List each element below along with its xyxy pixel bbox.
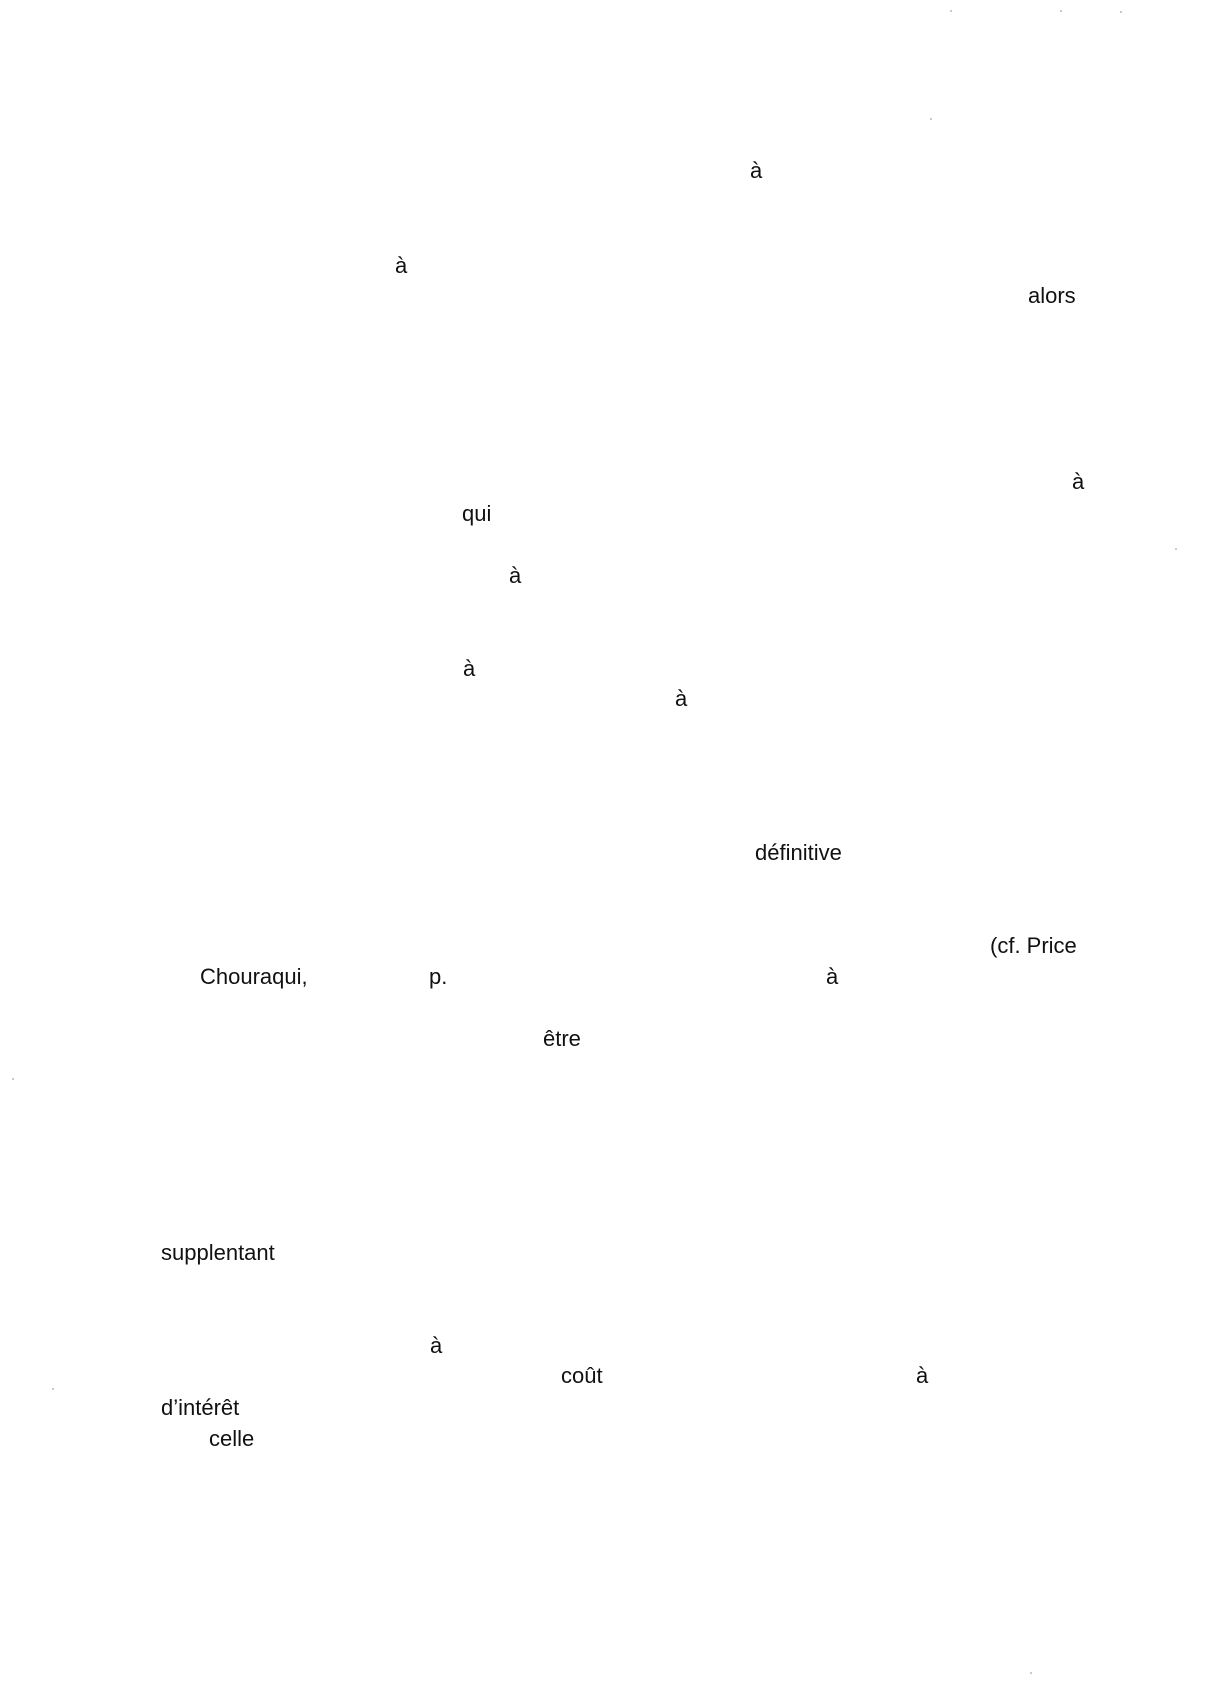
text-fragment: coût [561,1363,603,1388]
scan-speck [950,10,952,12]
text-fragment: à [826,964,839,989]
text-fragment: à [916,1363,929,1388]
text-fragment: à [1072,469,1085,494]
text-fragment: celle [209,1426,255,1451]
text-fragment: qui [462,501,492,526]
scan-speck [1120,11,1122,13]
text-fragment: supplentant [161,1240,275,1265]
text-fragment: définitive [755,840,842,865]
text-fragment: à [675,686,688,711]
text-fragment: à [509,563,522,588]
text-fragment: être [543,1026,581,1051]
scan-speck [1030,1672,1032,1674]
text-fragment: à [750,158,763,183]
scan-speck [1060,10,1062,12]
text-fragment: (cf. Price [990,933,1077,958]
text-fragment: à [463,656,476,681]
scan-speck [1175,548,1177,550]
text-fragment: p. [429,964,448,989]
scan-speck [930,118,932,120]
scan-speck [12,1078,14,1080]
scan-speck [52,1388,54,1390]
text-fragment: d’intérêt [161,1395,240,1420]
text-fragment: alors [1028,283,1076,308]
text-fragment: à [430,1333,443,1358]
text-fragment: Chouraqui, [200,964,308,989]
text-fragment: à [395,253,408,278]
